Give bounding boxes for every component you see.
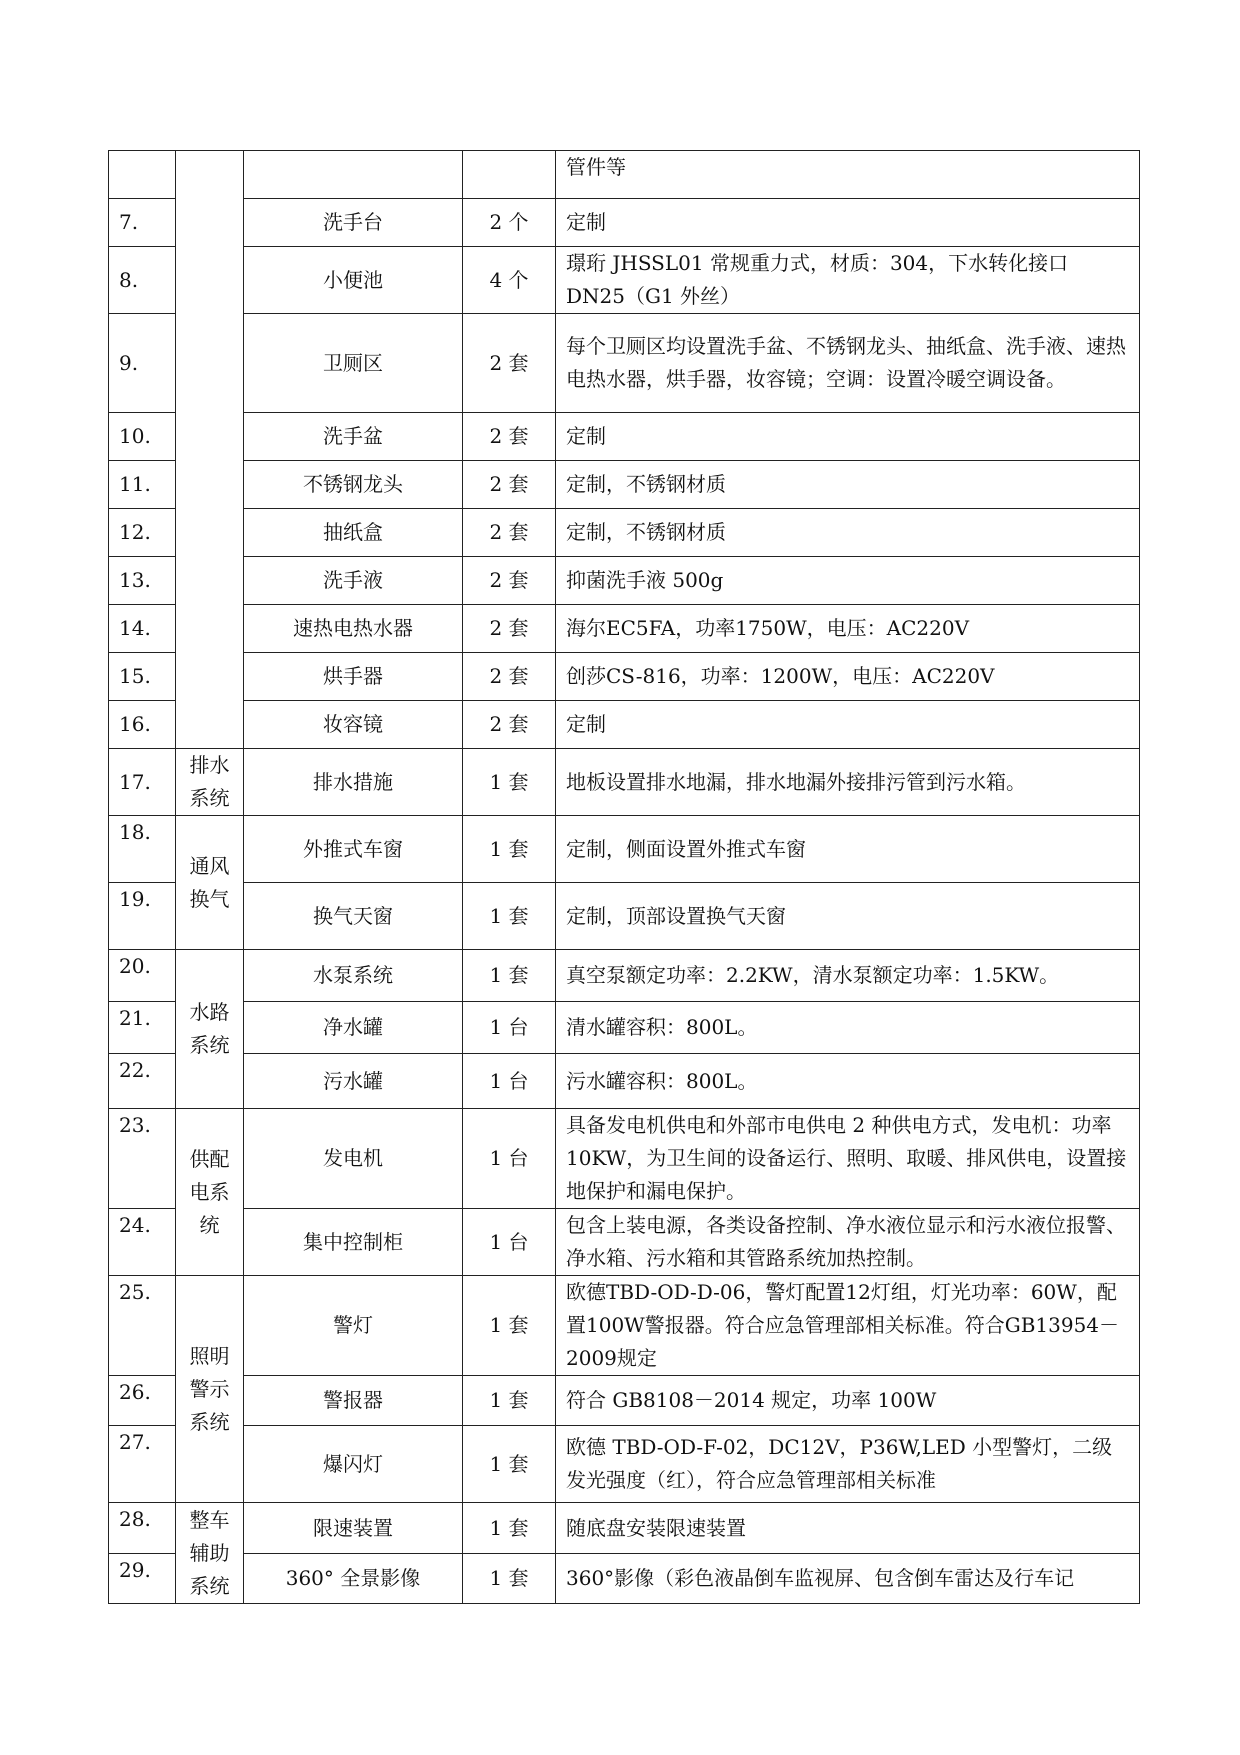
item-description: 抑菌洗手液 500g xyxy=(556,557,1140,605)
group-label: 照明 警示 系统 xyxy=(176,1276,244,1503)
item-description: 清水罐容积：800L。 xyxy=(556,1002,1140,1054)
item-name xyxy=(244,151,463,199)
group-label: 供配 电系 统 xyxy=(176,1109,244,1276)
row-number: 12. xyxy=(109,509,176,557)
table-row xyxy=(109,1503,1140,1554)
item-quantity: 2 套 xyxy=(463,461,556,509)
table-row xyxy=(109,1054,1140,1109)
item-quantity: 1 套 xyxy=(463,883,556,950)
table-row xyxy=(109,605,1140,653)
table-row xyxy=(109,151,1140,199)
item-quantity: 2 套 xyxy=(463,653,556,701)
table-row xyxy=(109,1109,1140,1209)
item-quantity: 1 台 xyxy=(463,1209,556,1276)
item-quantity: 1 套 xyxy=(463,816,556,883)
item-quantity: 4 个 xyxy=(463,247,556,314)
item-quantity: 2 套 xyxy=(463,314,556,413)
row-number: 13. xyxy=(109,557,176,605)
item-quantity: 1 套 xyxy=(463,1554,556,1604)
table-row xyxy=(109,314,1140,413)
row-number: 10. xyxy=(109,413,176,461)
item-description: 包含上装电源，各类设备控制、净水液位显示和污水液位报警、净水箱、污水箱和其管路系统加热控制。 xyxy=(556,1209,1140,1276)
row-number: 29. xyxy=(109,1554,176,1604)
item-quantity: 2 套 xyxy=(463,605,556,653)
item-description: 定制，不锈钢材质 xyxy=(556,461,1140,509)
item-name: 烘手器 xyxy=(244,653,463,701)
table-row xyxy=(109,1426,1140,1503)
row-number: 23. xyxy=(109,1109,176,1209)
table-row xyxy=(109,816,1140,883)
table-row xyxy=(109,1554,1140,1604)
item-name: 发电机 xyxy=(244,1109,463,1209)
row-number xyxy=(109,151,176,199)
item-description: 定制，不锈钢材质 xyxy=(556,509,1140,557)
row-number: 14. xyxy=(109,605,176,653)
row-number: 28. xyxy=(109,1503,176,1554)
row-number: 26. xyxy=(109,1376,176,1426)
item-quantity: 2 套 xyxy=(463,413,556,461)
row-number: 18. xyxy=(109,816,176,883)
table-row xyxy=(109,1376,1140,1426)
table-row xyxy=(109,1276,1140,1376)
table-row xyxy=(109,1002,1140,1054)
row-number: 9. xyxy=(109,314,176,413)
item-description: 璟珩 JHSSL01 常规重力式，材质：304，下水转化接口 DN25（G1 外丝） xyxy=(556,247,1140,314)
item-description: 定制 xyxy=(556,199,1140,247)
item-name: 净水罐 xyxy=(244,1002,463,1054)
equipment-spec-table xyxy=(108,150,1140,1604)
item-description: 符合 GB8108－2014 规定，功率 100W xyxy=(556,1376,1140,1426)
item-name: 水泵系统 xyxy=(244,950,463,1002)
item-quantity: 2 个 xyxy=(463,199,556,247)
group-label: 水路 系统 xyxy=(176,950,244,1109)
item-name: 换气天窗 xyxy=(244,883,463,950)
row-number: 17. xyxy=(109,749,176,816)
item-quantity: 1 套 xyxy=(463,1276,556,1376)
item-name: 警灯 xyxy=(244,1276,463,1376)
item-name: 排水措施 xyxy=(244,749,463,816)
item-description: 创莎CS-816，功率：1200W，电压：AC220V xyxy=(556,653,1140,701)
item-description: 欧德TBD-OD-D-06，警灯配置12灯组，灯光功率：60W，配置100W警报器。符合应急管理部相关标准。符合GB13954－2009规定 xyxy=(556,1276,1140,1376)
item-name: 限速装置 xyxy=(244,1503,463,1554)
group-label: 排水 系统 xyxy=(176,749,244,816)
item-description: 定制 xyxy=(556,413,1140,461)
table-row xyxy=(109,749,1140,816)
item-quantity: 2 套 xyxy=(463,557,556,605)
table-row xyxy=(109,701,1140,749)
table-row xyxy=(109,247,1140,314)
item-name: 洗手台 xyxy=(244,199,463,247)
row-number: 15. xyxy=(109,653,176,701)
item-name: 外推式车窗 xyxy=(244,816,463,883)
item-name: 360° 全景影像 xyxy=(244,1554,463,1604)
item-quantity: 1 台 xyxy=(463,1054,556,1109)
item-name: 集中控制柜 xyxy=(244,1209,463,1276)
table-row xyxy=(109,413,1140,461)
item-quantity: 1 套 xyxy=(463,1503,556,1554)
item-name: 小便池 xyxy=(244,247,463,314)
row-number: 8. xyxy=(109,247,176,314)
item-name: 污水罐 xyxy=(244,1054,463,1109)
item-description: 管件等 xyxy=(556,151,1140,199)
item-name: 不锈钢龙头 xyxy=(244,461,463,509)
row-number: 11. xyxy=(109,461,176,509)
item-description: 地板设置排水地漏，排水地漏外接排污管到污水箱。 xyxy=(556,749,1140,816)
row-number: 16. xyxy=(109,701,176,749)
item-name: 洗手液 xyxy=(244,557,463,605)
row-number: 20. xyxy=(109,950,176,1002)
group-cell-blank xyxy=(176,151,244,749)
table-row xyxy=(109,653,1140,701)
table-row xyxy=(109,199,1140,247)
table-row xyxy=(109,1209,1140,1276)
row-number: 24. xyxy=(109,1209,176,1276)
item-description: 定制，顶部设置换气天窗 xyxy=(556,883,1140,950)
item-description: 定制，侧面设置外推式车窗 xyxy=(556,816,1140,883)
row-number: 21. xyxy=(109,1002,176,1054)
row-number: 7. xyxy=(109,199,176,247)
item-name: 妆容镜 xyxy=(244,701,463,749)
item-description: 具备发电机供电和外部市电供电 2 种供电方式，发电机：功率 10KW，为卫生间的设备运行、照明、取暖、排风供电，设置接地保护和漏电保护。 xyxy=(556,1109,1140,1209)
item-name: 速热电热水器 xyxy=(244,605,463,653)
table-row xyxy=(109,461,1140,509)
table-row xyxy=(109,950,1140,1002)
item-name: 爆闪灯 xyxy=(244,1426,463,1503)
item-name: 卫厕区 xyxy=(244,314,463,413)
item-description: 定制 xyxy=(556,701,1140,749)
item-quantity: 1 套 xyxy=(463,749,556,816)
table-row xyxy=(109,509,1140,557)
table-row xyxy=(109,883,1140,950)
item-description: 真空泵额定功率：2.2KW，清水泵额定功率：1.5KW。 xyxy=(556,950,1140,1002)
item-quantity: 1 台 xyxy=(463,1002,556,1054)
item-quantity: 1 套 xyxy=(463,1376,556,1426)
item-description: 随底盘安装限速装置 xyxy=(556,1503,1140,1554)
item-quantity: 1 台 xyxy=(463,1109,556,1209)
row-number: 25. xyxy=(109,1276,176,1376)
item-quantity: 2 套 xyxy=(463,509,556,557)
item-name: 抽纸盒 xyxy=(244,509,463,557)
item-description: 海尔EC5FA，功率1750W，电压：AC220V xyxy=(556,605,1140,653)
item-name: 警报器 xyxy=(244,1376,463,1426)
item-quantity xyxy=(463,151,556,199)
item-name: 洗手盆 xyxy=(244,413,463,461)
item-description: 360°影像（彩色液晶倒车监视屏、包含倒车雷达及行车记 xyxy=(556,1554,1140,1604)
group-label: 通风 换气 xyxy=(176,816,244,950)
row-number: 19. xyxy=(109,883,176,950)
item-description: 每个卫厕区均设置洗手盆、不锈钢龙头、抽纸盒、洗手液、速热电热水器，烘手器，妆容镜；空调：设置冷暖空调设备。 xyxy=(556,314,1140,413)
row-number: 22. xyxy=(109,1054,176,1109)
row-number: 27. xyxy=(109,1426,176,1503)
group-label: 整车 辅助 系统 xyxy=(176,1503,244,1604)
item-description: 污水罐容积：800L。 xyxy=(556,1054,1140,1109)
item-description: 欧德 TBD-OD-F-02，DC12V，P36W,LED 小型警灯，二级发光强度（红），符合应急管理部相关标准 xyxy=(556,1426,1140,1503)
table-row xyxy=(109,557,1140,605)
item-quantity: 1 套 xyxy=(463,950,556,1002)
item-quantity: 1 套 xyxy=(463,1426,556,1503)
item-quantity: 2 套 xyxy=(463,701,556,749)
